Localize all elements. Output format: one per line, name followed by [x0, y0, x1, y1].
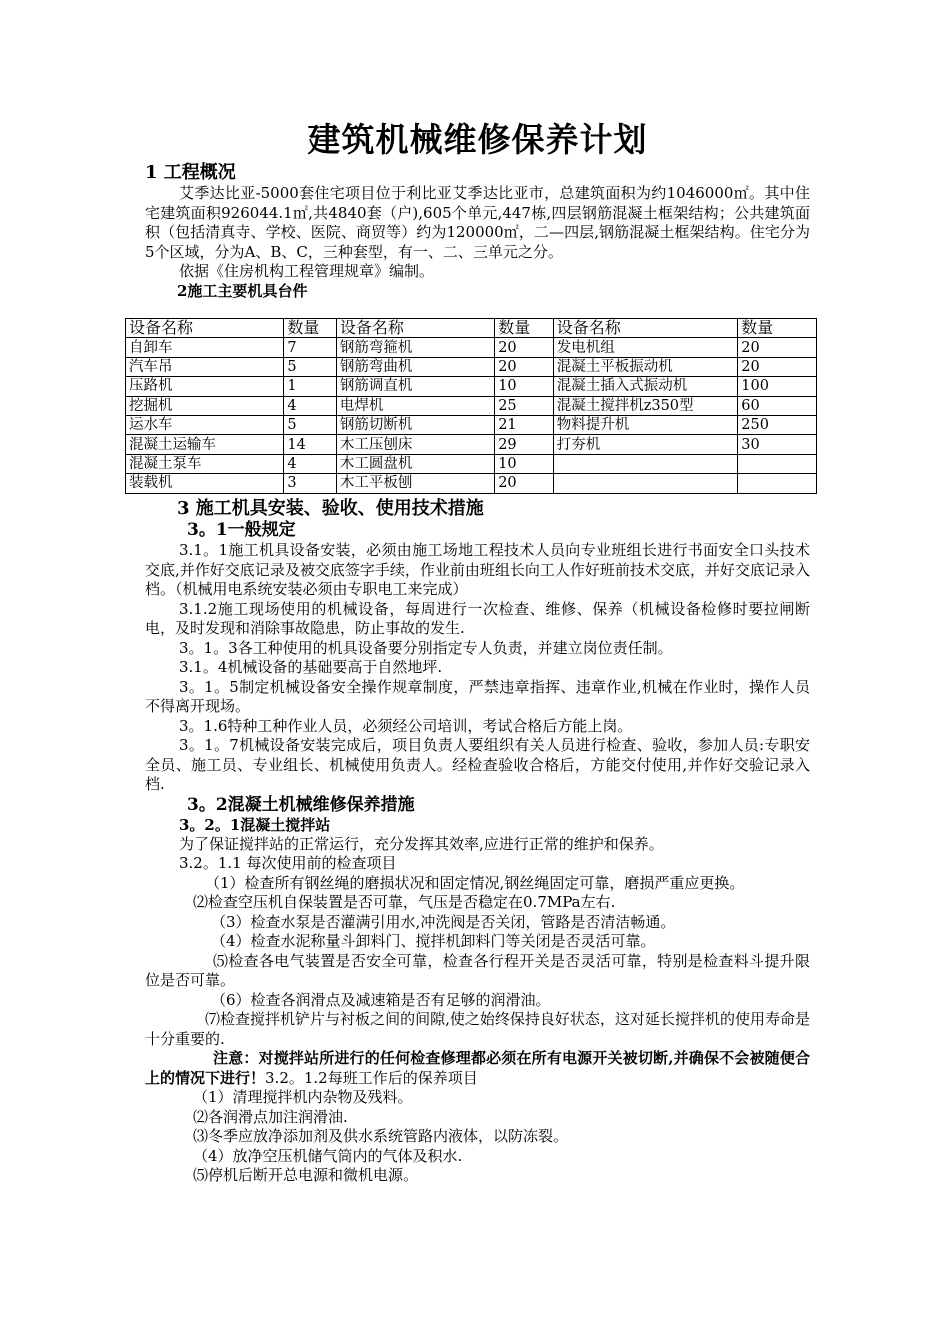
document-title: 建筑机械维修保养计划 — [307, 120, 648, 159]
paragraph-3-1-4: 3.1。4机械设备的基础要高于自然地坪. — [179, 658, 443, 676]
table-cell: 木工圆盘机 — [336, 454, 494, 473]
document-page — [145, 118, 810, 301]
table-header-row — [126, 319, 817, 338]
safety-note-paragraph — [145, 1049, 810, 1088]
table-cell: 100 — [738, 377, 817, 396]
table-cell: 20 — [495, 338, 554, 357]
table-cell: 250 — [738, 415, 817, 434]
maintenance-intro-paragraph: 为了保证搅拌站的正常运行，充分发挥其效率,应进行正常的维护和保养。 — [179, 834, 664, 853]
table-cell: 钢筋弯曲机 — [336, 357, 494, 376]
paragraph-3-1-1: 3.1。1施工机具设备安装，必须由施工场地工程技术人员向专业班组长进行书面安全口头技术交底,并作好交底记录及被交底签字手续，作业前由班组长向工人作好班前技术交底，并好交底记录入档。（机械用电系统安装必须由专职电工来完成） — [145, 541, 810, 598]
table-cell: 混凝土搅拌机z350型 — [553, 396, 738, 415]
table-header-cell: 设备名称 — [126, 319, 284, 338]
table-header-cell: 设备名称 — [553, 319, 738, 338]
check-item-5: ⑸检查各电气装置是否安全可靠，检查各行程开关是否灵活可靠，特别是检查料斗提升限位是否可靠。 — [145, 951, 810, 989]
table-cell: 发电机组 — [553, 338, 738, 357]
table-row — [126, 357, 817, 376]
table-cell: 20 — [495, 474, 554, 493]
table-row — [126, 415, 817, 434]
table-header-cell: 数量 — [495, 319, 554, 338]
paragraph-3-1-7: 3。1。7机械设备安装完成后，项目负责人要组织有关人员进行检查、验收，参加人员:专职安全员、施工员、专业组长、机械使用负责人。经检查验收合格后，方能交付使用,并作好交验记录入档. — [145, 736, 810, 793]
table-header-cell: 设备名称 — [336, 319, 494, 338]
table-row — [126, 435, 817, 454]
paragraph-3-2-1-1: 3.2。1.1 每次使用前的检查项目 — [179, 854, 397, 872]
paragraph-3-1-2: 3.1.2施工现场使用的机械设备，每周进行一次检查、维修、保养（机械设备检修时要拉闸断电，及时发现和消除事故隐患，防止事故的发生. — [145, 599, 810, 637]
table-cell: 运水车 — [126, 415, 284, 434]
basis-paragraph: 依据《住房机构工程管理规章》编制。 — [179, 262, 435, 280]
table-cell: 物料提升机 — [553, 415, 738, 434]
table-cell — [738, 454, 817, 473]
table-cell: 汽车吊 — [126, 357, 284, 376]
table-cell: 混凝土插入式振动机 — [553, 377, 738, 396]
table-cell — [553, 474, 738, 493]
paragraph-3-1-5: 3。1。5制定机械设备安全操作规章制度，严禁违章指挥、违章作业,机械在作业时，操作人员不得离开现场。 — [145, 677, 810, 715]
table-cell: 29 — [495, 435, 554, 454]
table-cell: 打夯机 — [553, 435, 738, 454]
table-header-cell: 数量 — [284, 319, 336, 338]
maintenance-item-3: ⑶冬季应放净添加剂及供水系统管路内液体，以防冻裂。 — [193, 1127, 569, 1145]
table-cell: 混凝土运输车 — [126, 435, 284, 454]
table-cell: 25 — [495, 396, 554, 415]
table-row — [126, 338, 817, 357]
table-cell: 20 — [738, 357, 817, 376]
maintenance-item-2: ⑵各润滑点加注润滑油. — [193, 1107, 348, 1126]
section3-heading: 3 施工机具安装、验收、使用技术措施 — [177, 498, 484, 519]
table-cell: 7 — [284, 338, 336, 357]
table-cell: 10 — [495, 377, 554, 396]
table-cell: 14 — [284, 435, 336, 454]
table-cell: 压路机 — [126, 377, 284, 396]
safety-note-bold: 注意：对搅拌站所进行的任何检查修理都必须在所有电源开关被切断,并确保不会被随便合上的情况下进行！ — [145, 1049, 810, 1087]
table-cell: 装载机 — [126, 474, 284, 493]
check-item-4: （4）检查水泥称量斗卸料门、搅拌机卸料门等关闭是否灵活可靠。 — [211, 932, 656, 950]
paragraph-3-1-3: 3。1。3各工种使用的机具设备要分别指定专人负责，并建立岗位责任制。 — [179, 638, 673, 657]
check-item-7: ⑺检查搅拌机铲片与衬板之间的间隙,使之始终保持良好状态，这对延长搅拌机的使用寿命是十分重要的. — [145, 1010, 810, 1048]
table-cell: 混凝土平板振动机 — [553, 357, 738, 376]
table-row — [126, 377, 817, 396]
table-cell: 3 — [284, 474, 336, 493]
table-row — [126, 396, 817, 415]
table-cell: 挖掘机 — [126, 396, 284, 415]
table-cell: 钢筋弯箍机 — [336, 338, 494, 357]
subsection-3-2-heading: 3。2混凝土机械维修保养措施 — [187, 794, 415, 815]
table-cell: 钢筋调直机 — [336, 377, 494, 396]
check-item-1: （1）检查所有钢丝绳的磨损状况和固定情况,钢丝绳固定可靠，磨损严重应更换。 — [205, 873, 745, 892]
table-cell — [553, 454, 738, 473]
paragraph-3-2-1-2: 3.2。1.2每班工作后的保养项目 — [265, 1068, 478, 1087]
table-row — [126, 474, 817, 493]
table-cell: 4 — [284, 454, 336, 473]
maintenance-item-5: ⑸停机后断开总电源和微机电源。 — [193, 1166, 419, 1184]
section1-heading: 1 工程概况 — [145, 162, 236, 183]
table-cell: 木工压刨床 — [336, 435, 494, 454]
table-cell: 1 — [284, 377, 336, 396]
maintenance-item-1: （1）清理搅拌机内杂物及残料。 — [193, 1088, 413, 1106]
check-item-3: （3）检查水泵是否灌满引用水,冲洗阀是否关闭，管路是否清洁畅通。 — [211, 912, 676, 931]
table-header-cell: 数量 — [738, 319, 817, 338]
table-cell: 自卸车 — [126, 338, 284, 357]
table-cell: 10 — [495, 454, 554, 473]
check-item-6: （6）检查各润滑点及减速箱是否有足够的润滑油。 — [211, 990, 551, 1009]
table-cell: 30 — [738, 435, 817, 454]
table-cell: 60 — [738, 396, 817, 415]
section3-block — [145, 498, 810, 1186]
subsection-3-2-1-heading: 3。2。1混凝土搅拌站 — [179, 815, 331, 834]
section2-heading: 2施工主要机具台件 — [177, 281, 308, 300]
maintenance-item-4: （4）放净空压机储气筒内的气体及积水. — [193, 1146, 463, 1165]
table-cell: 4 — [284, 396, 336, 415]
equipment-table — [125, 318, 817, 494]
table-cell — [738, 474, 817, 493]
project-overview-paragraph: 艾季达比亚-5000套住宅项目位于利比亚艾季达比亚市，总建筑面积为约1046000㎡。其中住宅建筑面积926044.1㎡,共4840套（户),605个单元,447栋,四层钢筋混凝土框架结构；公共建筑面积（包括清真寺、学校、医院、商贸等）约为120000㎡，二—四层,钢筋混凝土框架结构。住宅分为5个区域，分为A、B、C，三种套型，有一、二、三单元之分。 — [145, 184, 810, 261]
table-cell: 20 — [495, 357, 554, 376]
table-cell: 21 — [495, 415, 554, 434]
paragraph-3-1-6: 3。1.6特种工种作业人员，必须经公司培训，考试合格后方能上岗。 — [179, 716, 633, 735]
subsection-3-1-heading: 3。1一般规定 — [187, 520, 296, 540]
table-cell: 混凝土泵车 — [126, 454, 284, 473]
table-cell: 20 — [738, 338, 817, 357]
check-item-2: ⑵检查空压机自保装置是否可靠，气压是否稳定在0.7MPa左右. — [193, 893, 616, 911]
table-row — [126, 454, 817, 473]
table-cell: 钢筋切断机 — [336, 415, 494, 434]
table-cell: 木工平板刨 — [336, 474, 494, 493]
table-cell: 5 — [284, 357, 336, 376]
table-cell: 5 — [284, 415, 336, 434]
table-cell: 电焊机 — [336, 396, 494, 415]
